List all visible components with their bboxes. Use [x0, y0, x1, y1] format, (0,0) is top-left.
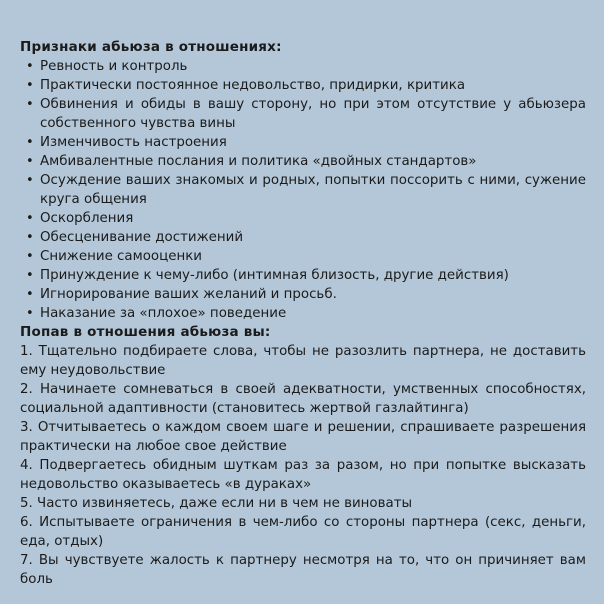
list-item: • Амбивалентные послания и политика «двойных стандартов»: [26, 154, 477, 169]
list-item: • Наказание за «плохое» поведение: [26, 306, 287, 321]
list-item: 6. Испытываете ограничения в чем-либо со стороны партнера (секс, деньги, еда, отдых): [20, 515, 586, 549]
content: [20, 38, 586, 589]
consequences-list: [20, 342, 586, 589]
list-item: • Ревность и контроль: [26, 59, 188, 74]
list-item: 2. Начинаете сомневаться в своей адекватности, умственных способностях, социальной адаптивности (становитесь жертвой газлайтинга): [20, 382, 586, 416]
list-item: 1. Тщательно подбираете слова, чтобы не разозлить партнера, не доставить ему неудовольствие: [20, 344, 586, 378]
bullet-icon: •: [26, 268, 34, 283]
list-item: • Изменчивость настроения: [26, 135, 227, 150]
list-item: • Игнорирование ваших желаний и просьб.: [26, 287, 337, 302]
bullet-icon: •: [26, 97, 34, 112]
bullet-icon: •: [26, 249, 34, 264]
bullet-icon: •: [26, 78, 34, 93]
list-item: 3. Отчитываетесь о каждом своем шаге и решении, спрашиваете разрешения практически на любое свое действие: [20, 420, 586, 454]
list-item: • Осуждение ваших знакомых и родных, попытки поссорить с ними, сужение круга общения: [26, 173, 586, 207]
bullet-icon: •: [26, 135, 34, 150]
list-item: • Обесценивание достижений: [26, 230, 244, 245]
list-item: 5. Часто извиняетесь, даже если ни в чем не виноваты: [20, 496, 413, 511]
list-item: 4. Подвергаетесь обидным шуткам раз за разом, но при попытке высказать недовольство оказываетесь «в дураках»: [20, 458, 586, 492]
bullet-icon: •: [26, 59, 34, 74]
abuse-signs-list: [20, 57, 586, 323]
bullet-icon: •: [26, 211, 34, 226]
list-item: 7. Вы чувствуете жалость к партнеру несмотря на то, что он причиняет вам боль: [20, 553, 586, 587]
bullet-icon: •: [26, 173, 34, 188]
section2-heading: Попав в отношения абьюза вы:: [20, 324, 271, 340]
bullet-icon: •: [26, 306, 34, 321]
list-item: • Обвинения и обиды в вашу сторону, но при этом отсутствие у абьюзера собственного чувства вины: [26, 97, 586, 131]
list-item: • Оскорбления: [26, 211, 134, 226]
list-item: • Снижение самооценки: [26, 249, 203, 264]
section1-heading: Признаки абьюза в отношениях:: [20, 39, 282, 55]
list-item: • Практически постоянное недовольство, придирки, критика: [26, 78, 466, 93]
list-item: • Принуждение к чему-либо (интимная близость, другие действия): [26, 268, 509, 283]
bullet-icon: •: [26, 154, 34, 169]
bullet-icon: •: [26, 287, 34, 302]
bullet-icon: •: [26, 230, 34, 245]
